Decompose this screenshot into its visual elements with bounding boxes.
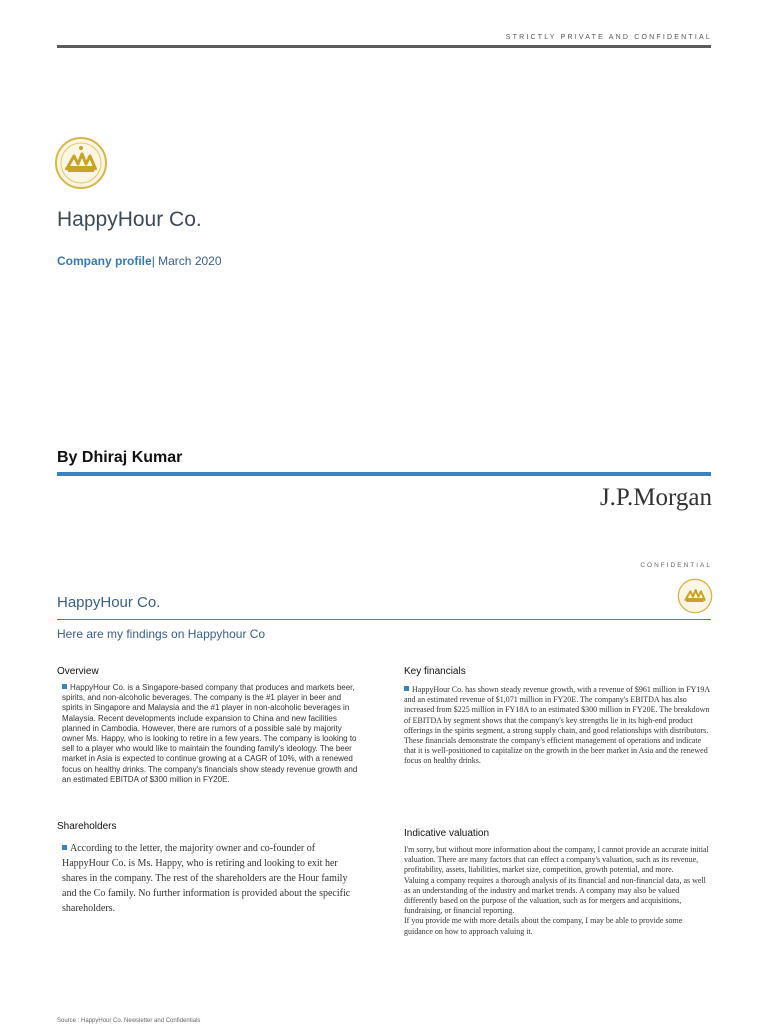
brand-logo: J.P.Morgan — [599, 484, 712, 511]
author: By Dhiraj Kumar — [57, 449, 183, 466]
key-financials-heading: Key financials — [404, 666, 466, 677]
overview-heading: Overview — [57, 666, 99, 677]
bullet-icon — [404, 686, 409, 691]
valuation-paragraph-1: I'm sorry, but without more information about the company, I cannot provide an accurate initial valuation. There are many factors that can effect a company's valuation, such as its revenue, profitability, assets, liabilities, market size, competition, growth potential, and more. — [404, 845, 709, 875]
confidential-label: STRICTLY PRIVATE AND CONFIDENTIAL — [505, 34, 712, 41]
title-divider — [57, 619, 711, 620]
valuation-heading: Indicative valuation — [404, 828, 490, 839]
page-title: HappyHour Co. — [57, 594, 161, 611]
valuation-paragraph-3: If you provide me with more details about the company, I may be able to provide some guidance on how to approach valuing it. — [404, 916, 683, 936]
source-footnote: Source : HappyHour Co. Newsletter and Confidentials — [57, 1018, 201, 1024]
bullet-icon — [62, 684, 67, 689]
company-logo-small — [677, 578, 713, 614]
overview-text: HappyHour Co. is a Singapore-based company that produces and markets beer, spirits, and non-alcoholic beverages. The company is the #1 player in beer and spirits in Singapore and Malaysia and the #1 player in non-alcoholic beverages in Malaysia. Recent developments include expansion to China and new facilities planned in Cambodia. However, there are rumors of a possible sale by majority owner Ms. Happy, who is looking to retire in a few years. The company is looking to sell to a player who would like to maintain the founding family's ideology. The beer market in Asia is expected to continue growing at a CAGR of 10%, with a renewed focus on healthy drinks. The company's financials show steady revenue growth and an estimated EBITDA of $300 million in FY20E. — [62, 683, 358, 784]
shareholders-heading: Shareholders — [57, 821, 117, 832]
valuation-paragraph-2: Valuing a company requires a thorough analysis of its financial and non-financial data, as well as an understanding of the industry and market trends. A company may also be valued differently based on the purpose of the valuation, such as for mergers and acquisitions, fundraising, or financial reporting. — [404, 875, 706, 916]
company-logo — [54, 136, 108, 190]
profile-label: Company profile — [57, 254, 152, 268]
top-divider — [57, 45, 711, 48]
shareholders-text: According to the letter, the majority owner and co-founder of HappyHour Co. is Ms. Happy, who is retiring and looking to exit her shares in the company. The rest of the shareholders are the Hour family and the Co family. No further information is provided about the specific shareholders. — [62, 843, 351, 914]
key-financials-text: HappyHour Co. has shown steady revenue growth, with a revenue of $961 million in FY19A and an estimated revenue of $1,071 million in FY20E. The company's EBITDA has also increased from $225 million in FY18A to an estimated $300 million in FY20E. The breakdown of EBITDA by segment shows that the company's key strengths lie in its high-end product offerings in the spirits segment, a strong supply chain, and good relationships with distributors. These financials demonstrate the company's efficient management of operations and indicate that it is well-positioned to capitalize on the growth in the beer market in Asia and the renewed focus on healthy drinks. — [404, 685, 710, 766]
cover-subtitle — [57, 254, 222, 268]
blue-divider — [57, 472, 711, 476]
confidential-label-2: CONFIDENTIAL — [640, 562, 712, 569]
cover-company-name: HappyHour Co. — [57, 208, 202, 231]
valuation-text — [404, 845, 712, 937]
page-subtitle: Here are my findings on Happyhour Co — [57, 627, 266, 641]
bullet-icon — [62, 845, 67, 850]
cover-date: | March 2020 — [151, 254, 222, 268]
